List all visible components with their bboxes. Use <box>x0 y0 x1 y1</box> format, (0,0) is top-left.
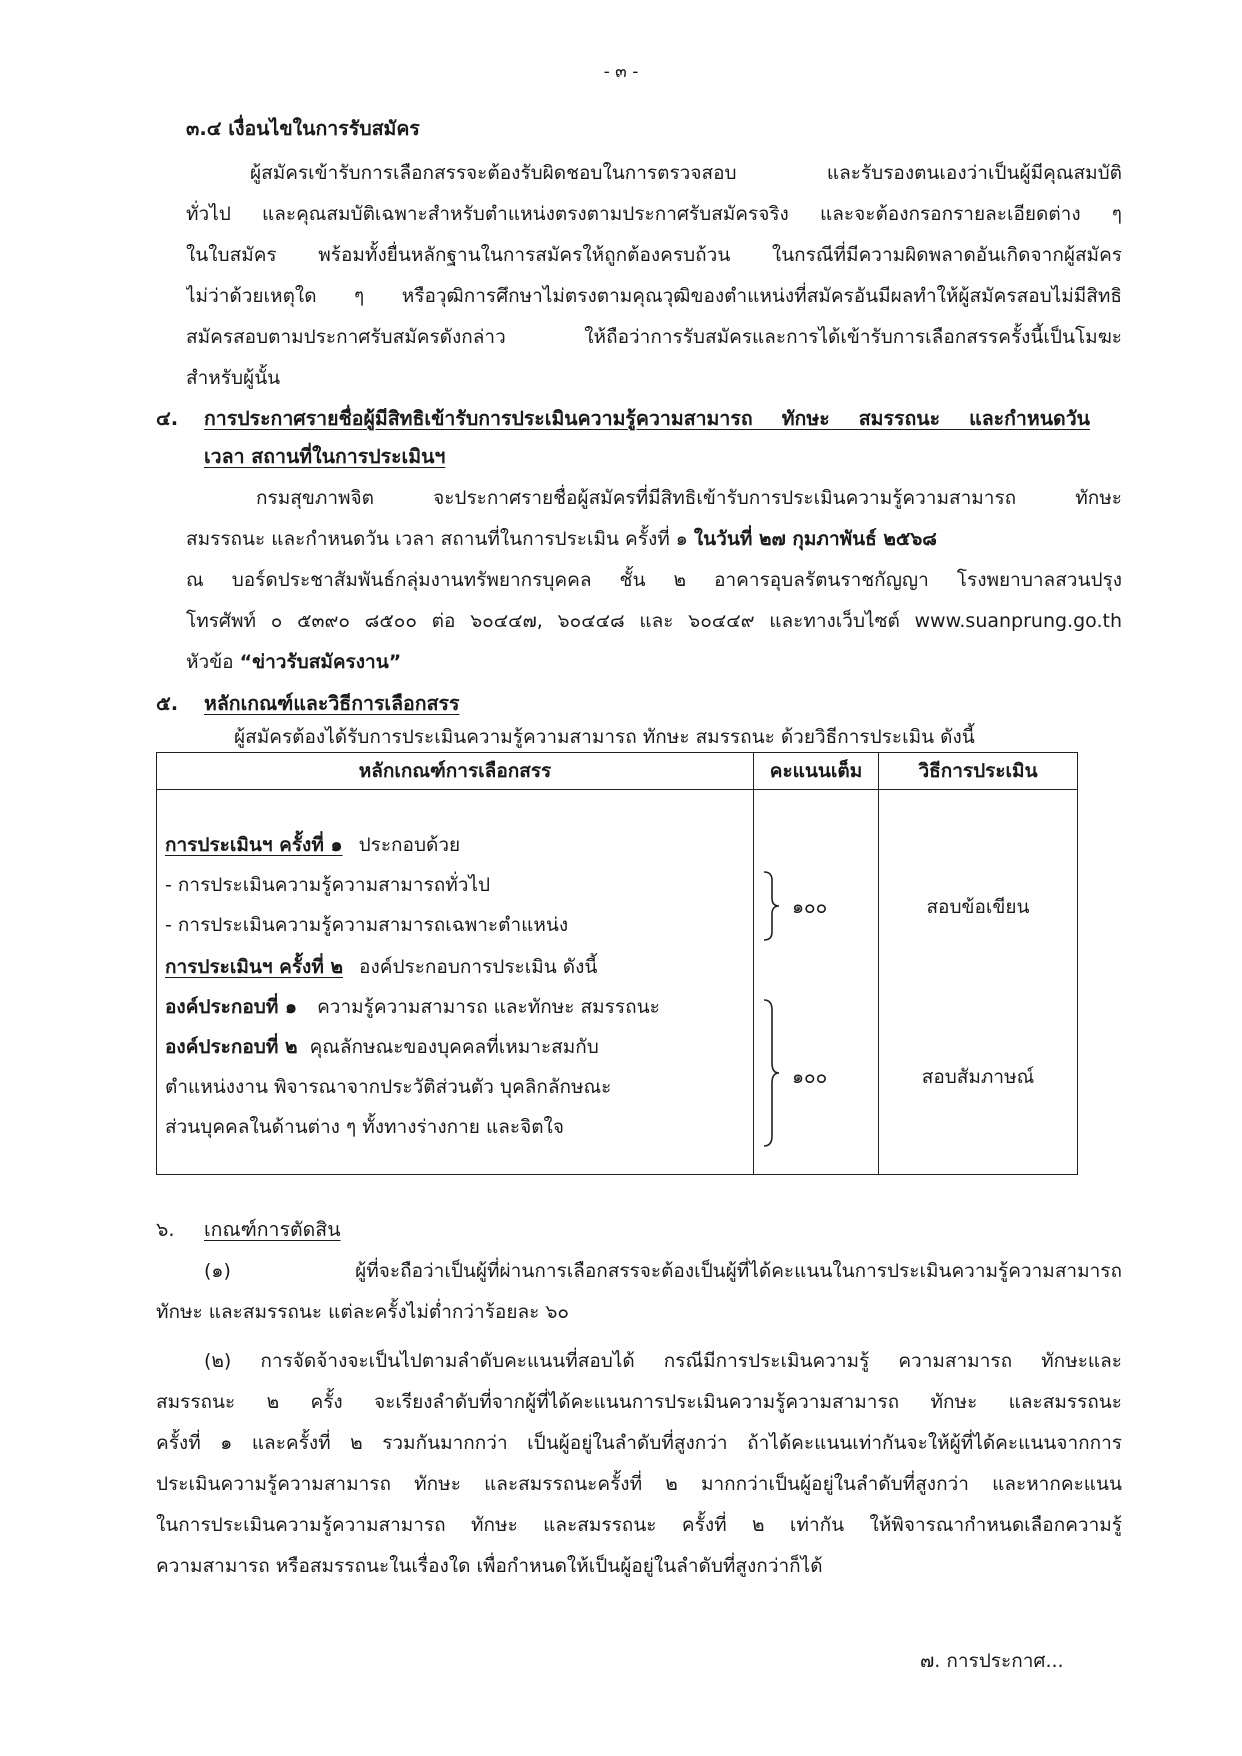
s6-p2-line-5: ในการประเมินความรู้ความสามารถ ทักษะ และสมรรถนะ ครั้งที่ ๒ เท่ากัน ให้พิจารณากำหนดเลือกความรู้ <box>156 1514 1122 1536</box>
section-5-number: ๕. <box>156 692 179 715</box>
section-5-title: หลักเกณฑ์และวิธีการเลือกสรร <box>204 692 460 715</box>
header-criteria: หลักเกณฑ์การเลือกสรร <box>157 753 754 790</box>
next-page-hint: ๗. การประกาศ... <box>920 1650 1064 1672</box>
round-1-label-rest: ประกอบด้วย <box>358 834 461 856</box>
s4-line-5 <box>186 647 401 677</box>
round-1-heading <box>165 830 460 860</box>
section-4-number: ๔. <box>156 407 179 430</box>
page-number: - ๓ - <box>603 62 639 82</box>
s5-intro: ผู้สมัครต้องได้รับการประเมินความรู้ความสามารถ ทักษะ สมรรถนะ ด้วยวิธีการประเมิน ดังนี้ <box>234 726 975 748</box>
section-3-4-title: ๓.๔ เงื่อนไขในการรับสมัคร <box>186 117 420 140</box>
s4-topic-name: “ข่าวรับสมัครงาน” <box>239 651 402 673</box>
component-1-text: ความรู้ความสามารถ และทักษะ สมรรถนะ <box>317 996 660 1018</box>
s4-line-1: กรมสุขภาพจิต จะประกาศรายชื่อผู้สมัครที่มีสิทธิเข้ารับการประเมินความรู้ความสามารถ ทักษะ <box>256 487 1122 509</box>
component-2-line-2: ตำแหน่งงาน พิจารณาจากประวัติส่วนตัว บุคลิกลักษณะ <box>165 1076 612 1098</box>
section-6-number: ๖. <box>156 1218 175 1241</box>
component-2-line-3: ส่วนบุคคลในด้านต่าง ๆ ทั้งทางร่างกาย และจิตใจ <box>165 1116 564 1138</box>
round-2-label-rest: องค์ประกอบการประเมิน ดังนี้ <box>359 956 598 978</box>
s34-line-1: ผู้สมัครเข้ารับการเลือกสรรจะต้องรับผิดชอบในการตรวจสอบ และรับรองตนเองว่าเป็นผู้มีคุณสมบัติ <box>250 162 1122 184</box>
round-2-component-1 <box>165 992 660 1022</box>
s4-line-2-text: สมรรถนะ และกำหนดวัน เวลา สถานที่ในการประเมิน ครั้งที่ ๑ <box>186 528 688 550</box>
round-2-method: สอบสัมภาษณ์ <box>921 1066 1035 1088</box>
round-1-score: ๑๐๐ <box>792 896 828 918</box>
s34-line-4: ไม่ว่าด้วยเหตุใด ๆ หรือวุฒิการศึกษาไม่ตรงตามคุณวุฒิของตำแหน่งที่สมัครอันมีผลทำให้ผู้สมัครสอบไม่มีสิทธิ <box>186 285 1122 307</box>
s6-p1-line-1: (๑) ผู้ที่จะถือว่าเป็นผู้ที่ผ่านการเลือกสรรจะต้องเป็นผู้ที่ได้คะแนนในการประเมินความรู้ความสามารถ <box>204 1260 1122 1282</box>
round-2-component-2 <box>165 1032 599 1062</box>
score-cell <box>754 790 879 1175</box>
round-2-label: การประเมินฯ ครั้งที่ ๒ <box>165 956 343 978</box>
component-2-text: คุณลักษณะของบุคคลที่เหมาะสมกับ <box>309 1036 599 1058</box>
s4-line-2 <box>186 524 937 554</box>
round-1-label: การประเมินฯ ครั้งที่ ๑ <box>165 834 343 856</box>
component-1-label: องค์ประกอบที่ ๑ <box>165 996 298 1018</box>
s4-line-4: โทรศัพท์ ๐ ๕๓๙๐ ๘๕๐๐ ต่อ ๖๐๔๔๗, ๖๐๔๔๘ และ ๖๐๔๔๙ และทางเว็บไซต์ www.suanprung.go.th <box>186 610 1122 632</box>
round-2-score: ๑๐๐ <box>792 1066 828 1088</box>
s4-line-3: ณ บอร์ดประชาสัมพันธ์กลุ่มงานทรัพยากรบุคคล ชั้น ๒ อาคารอุบลรัตนราชกัญญา โรงพยาบาลสวนปรุง <box>186 569 1122 591</box>
round-2-heading <box>165 952 597 982</box>
s6-p1-line-2: ทักษะ และสมรรถนะ แต่ละครั้งไม่ต่ำกว่าร้อยละ ๖๐ <box>156 1301 570 1323</box>
section-4-title-line1: การประกาศรายชื่อผู้มีสิทธิเข้ารับการประเมินความรู้ความสามารถ ทักษะ สมรรถนะ และกำหนดวัน <box>204 407 1090 430</box>
s34-line-3: ในใบสมัคร พร้อมทั้งยื่นหลักฐานในการสมัครให้ถูกต้องครบถ้วน ในกรณีที่มีความผิดพลาดอันเกิดจากผู้สมัคร <box>186 244 1122 266</box>
table-header-row <box>157 753 1078 790</box>
round-2-brace-icon <box>762 998 780 1148</box>
round-1-item-1: - การประเมินความรู้ความสามารถทั่วไป <box>165 874 491 896</box>
table-body-row <box>157 790 1078 1175</box>
s6-p2-line-4: ประเมินความรู้ความสามารถ ทักษะ และสมรรถนะครั้งที่ ๒ มากกว่าเป็นผู้อยู่ในลำดับที่สูงกว่า และหากคะแนน <box>156 1473 1122 1495</box>
header-full-score: คะแนนเต็ม <box>754 753 879 790</box>
s6-p2-line-1: (๒) การจัดจ้างจะเป็นไปตามลำดับคะแนนที่สอบได้ กรณีมีการประเมินความรู้ ความสามารถ ทักษะและ <box>204 1350 1122 1372</box>
s34-line-2: ทั่วไป และคุณสมบัติเฉพาะสำหรับตำแหน่งตรงตามประกาศรับสมัครจริง และจะต้องกรอกรายละเอียดต่าง ๆ <box>186 203 1122 225</box>
section-4-title-line2: เวลา สถานที่ในการประเมินฯ <box>204 445 446 468</box>
method-cell <box>879 790 1078 1175</box>
s4-topic-label: หัวข้อ <box>186 651 234 673</box>
component-2-label: องค์ประกอบที่ ๒ <box>165 1036 298 1058</box>
round-1-brace-icon <box>762 870 780 942</box>
s34-line-5: สมัครสอบตามประกาศรับสมัครดังกล่าว ให้ถือว่าการรับสมัครและการได้เข้ารับการเลือกสรรครั้งนี้เป็นโมฆะ <box>186 326 1122 348</box>
s6-p2-line-6: ความสามารถ หรือสมรรถนะในเรื่องใด เพื่อกำหนดให้เป็นผู้อยู่ในลำดับที่สูงกว่าก็ได้ <box>156 1555 823 1577</box>
header-method: วิธีการประเมิน <box>879 753 1078 790</box>
criteria-table <box>156 752 1078 1175</box>
section-6-title: เกณฑ์การตัดสิน <box>204 1218 341 1241</box>
criteria-cell <box>157 790 754 1175</box>
round-1-item-2: - การประเมินความรู้ความสามารถเฉพาะตำแหน่ง <box>165 914 569 936</box>
s6-p2-line-3: ครั้งที่ ๑ และครั้งที่ ๒ รวมกันมากกว่า เป็นผู้อยู่ในลำดับที่สูงกว่า ถ้าได้คะแนนเท่ากันจะให้ผู้ที่ได้คะแนนจากการ <box>156 1432 1122 1454</box>
s4-date: ในวันที่ ๒๗ กุมภาพันธ์ ๒๕๖๘ <box>693 528 937 550</box>
round-1-method: สอบข้อเขียน <box>926 896 1030 918</box>
s34-line-6: สำหรับผู้นั้น <box>186 367 281 389</box>
s6-p2-line-2: สมรรถนะ ๒ ครั้ง จะเรียงลำดับที่จากผู้ที่ได้คะแนนการประเมินความรู้ความสามารถ ทักษะ และสมรรถนะ <box>156 1391 1122 1413</box>
